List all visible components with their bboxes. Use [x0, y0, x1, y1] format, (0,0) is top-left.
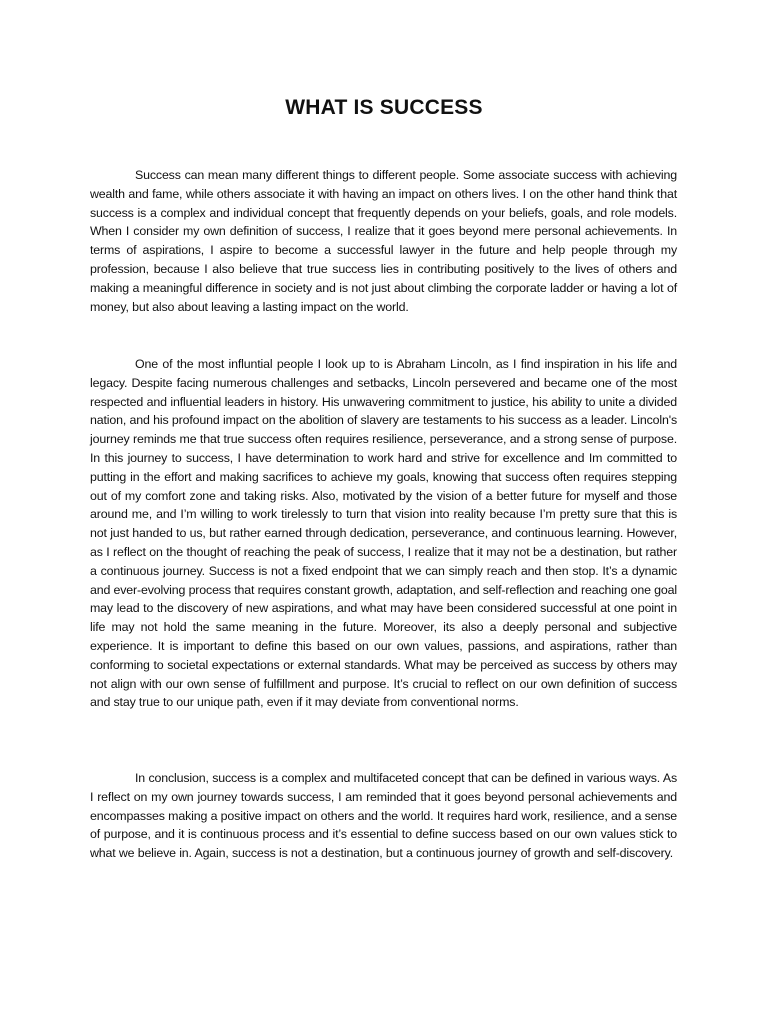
paragraph-introduction: Success can mean many different things to different people. Some associate success with achieving wealth and fame, while others associate it with having an impact on others lives. I on the other hand think that success is a complex and individual concept that frequently depends on your beliefs, goals, and role models. When I consider my own definition of success, I realize that it goes beyond mere personal achievements. In terms of aspirations, I aspire to become a successful lawyer in the future and help people through my profession, because I also believe that true success lies in contributing positively to the lives of others and making a meaningful difference in society and is not just about climbing the corporate ladder or having a lot of money, but also about leaving a lasting impact on the world.: [90, 168, 677, 314]
paragraph-abraham-lincoln: One of the most influntial people I look up to is Abraham Lincoln, as I find inspiration in his life and legacy. Despite facing numerous challenges and setbacks, Lincoln persevered and became one of the most respected and influential leaders in history. His unwavering commitment to justice, his ability to unite a divided nation, and his profound impact on the abolition of slavery are testaments to his success as a leader. Lincoln's journey reminds me that true success often requires resilience, perseverance, and a strong sense of purpose. In this journey to success, I have determination to work hard and strive for excellence and Im committed to putting in the effort and making sacrifices to achieve my goals, knowing that success often requires stepping out of my comfort zone and taking risks. Also, motivated by the vision of a better future for myself and those around me, and I’m willing to work tirelessly to turn that vision into reality because I’m pretty sure that this is not just handed to us, but rather earned through dedication, perseverance, and continuous learning. However, as I reflect on the thought of reaching the peak of success, I realize that it may not be a destination, but rather a continuous journey. Success is not a fixed endpoint that we can simply reach and then stop. It’s a dynamic and ever-evolving process that requires constant growth, adaptation, and self-reflection and reaching one goal may lead to the discovery of new aspirations, and what may have been considered successful at one point in life may not hold the same meaning in the future. Moreover, its also a deeply personal and subjective experience. It is important to define this based on our own values, passions, and aspirations, rather than conforming to societal expectations or external standards. What may be perceived as success by others may not align with our own sense of fulfillment and purpose. It’s crucial to reflect on our own definition of success and stay true to our unique path, even if it may deviate from conventional norms.: [90, 357, 677, 710]
paragraph-conclusion: In conclusion, success is a complex and multifaceted concept that can be defined in various ways. As I reflect on my own journey towards success, I am reminded that it goes beyond personal achievements and encompasses making a positive impact on others and the world. It requires hard work, resilience, and a sense of purpose, and it is continuous process and it’s essential to define success based on our own values stick to what we believe in. Again, success is not a destination, but a continuous journey of growth and self-discovery.: [90, 771, 677, 861]
document-title: WHAT IS SUCCESS: [285, 96, 483, 119]
